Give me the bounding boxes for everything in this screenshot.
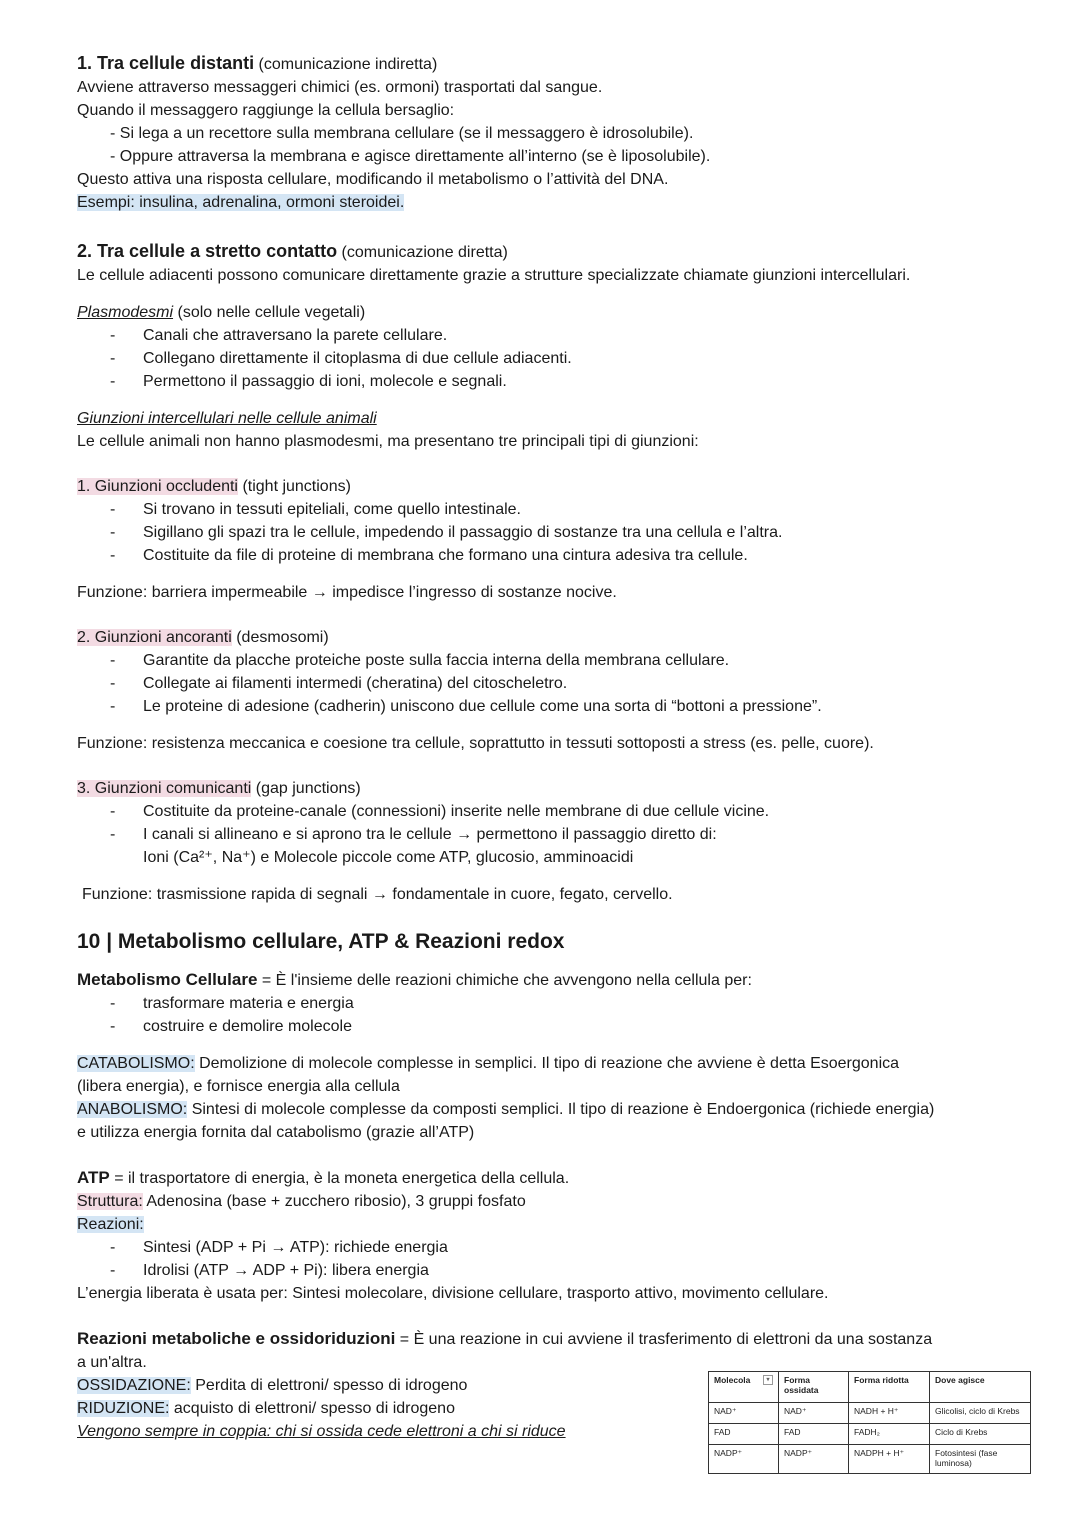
list-item: - trasformare materia e energia [77, 992, 1037, 1015]
g3-list [77, 800, 1037, 846]
s1-line: Questo attiva una risposta cellulare, modificando il metabolismo o l’attività del DNA. [77, 171, 669, 188]
table-header-cell: Dove agisce [930, 1372, 1031, 1403]
list-item: - Costituite da file di proteine di membrana che formano una cintura adesiva tra cellule. [77, 544, 1037, 567]
table-cell: Ciclo di Krebs [930, 1424, 1031, 1445]
section-1-heading: 1. Tra cellule distanti (comunicazione indiretta) [77, 53, 438, 73]
table-cell: FAD [709, 1424, 779, 1445]
table-cell: FADH₂ [849, 1424, 930, 1445]
s1-line: - Si lega a un recettore sulla membrana cellulare (se il messaggero è idrosolubile). [110, 125, 694, 142]
redox-molecules-table [708, 1371, 1031, 1474]
table-row [709, 1403, 1031, 1424]
list-item: - Costituite da proteine-canale (connessioni) inserite nelle membrane di due cellule vicine. [77, 800, 1037, 823]
atp-def: ATP = il trasportatore di energia, è la moneta energetica della cellula. [77, 1168, 570, 1187]
list-item: - Collegano direttamente il citoplasma di due cellule adiacenti. [77, 347, 1037, 370]
table-cell: NADPH + H⁺ [849, 1445, 930, 1474]
g2-function: Funzione: resistenza meccanica e coesione tra cellule, soprattutto in tessuti sottoposti a stress (es. pelle, cuore). [77, 735, 874, 752]
struttura-def: Struttura: Adenosina (base + zucchero ribosio), 3 gruppi fosfato [77, 1193, 526, 1210]
plasmodesmi-heading: Plasmodesmi (solo nelle cellule vegetali) [77, 304, 366, 321]
reazioni-heading: Reazioni: [77, 1216, 144, 1233]
s1-line: - Oppure attraversa la membrana e agisce direttamente all’interno (se è liposolubile). [110, 148, 711, 165]
document-page [77, 52, 1037, 1443]
g2-heading: 2. Giunzioni ancoranti (desmosomi) [77, 629, 329, 646]
list-item: - Canali che attraversano la parete cellulare. [77, 324, 1037, 347]
table-cell: NAD⁺ [779, 1403, 849, 1424]
g1-list [77, 498, 1037, 567]
table-cell: Glicolisi, ciclo di Krebs [930, 1403, 1031, 1424]
list-item: - costruire e demolire molecole [77, 1015, 1037, 1038]
ossidazione-def: OSSIDAZIONE: Perdita di elettroni/ spesso di idrogeno [77, 1377, 468, 1394]
plasmodesmi-list [77, 324, 1037, 393]
table-cell: NAD⁺ [709, 1403, 779, 1424]
s2-intro: Le cellule adiacenti possono comunicare direttamente grazie a strutture specializzate chiamate giunzioni intercellulari. [77, 267, 911, 284]
pair-note: Vengono sempre in coppia: chi si ossida cede elettroni a chi si riduce [77, 1423, 566, 1440]
list-item: - I canali si allineano e si aprono tra le cellule → permettono il passaggio diretto di: [77, 823, 1037, 846]
anabolismo-def: ANABOLISMO: Sintesi di molecole complesse da composti semplici. Il tipo di reazione è Endoergonica (richiede energia) [77, 1101, 935, 1118]
anabolismo-def-cont: e utilizza energia fornita dal catabolismo (grazie all’ATP) [77, 1124, 475, 1141]
section-10-title: 10 | Metabolismo cellulare, ATP & Reazioni redox [77, 930, 565, 953]
table-cell: NADP⁺ [709, 1445, 779, 1474]
g3-function: Funzione: trasmissione rapida di segnali → fondamentale in cuore, fegato, cervello. [82, 886, 673, 903]
g1-heading: 1. Giunzioni occludenti (tight junctions) [77, 478, 351, 495]
g3-sub: Ioni (Ca²⁺, Na⁺) e Molecole piccole come ATP, glucosio, amminoacidi [143, 849, 634, 866]
list-item: - Le proteine di adesione (cadherin) uniscono due cellule come una sorta di “bottoni a pressione”. [77, 695, 1037, 718]
reazioni-list [77, 1236, 1037, 1282]
table-row [709, 1445, 1031, 1474]
list-item: - Garantite da placche proteiche poste sulla faccia interna della membrana cellulare. [77, 649, 1037, 672]
list-item: - Sintesi (ADP + Pi → ATP): richiede energia [77, 1236, 1037, 1259]
giunzioni-intro: Le cellule animali non hanno plasmodesmi, ma presentano tre principali tipi di giunzioni: [77, 433, 699, 450]
list-item: - Permettono il passaggio di ioni, molecole e segnali. [77, 370, 1037, 393]
table-cell: NADH + H⁺ [849, 1403, 930, 1424]
redox-def-cont: a un'altra. [77, 1354, 147, 1371]
list-item: - Collegate ai filamenti intermedi (cheratina) del citoscheletro. [77, 672, 1037, 695]
table-row [709, 1424, 1031, 1445]
table-header-cell: Molecola ▾ [709, 1372, 779, 1403]
s1-line: Quando il messaggero raggiunge la cellula bersaglio: [77, 102, 455, 119]
metabolismo-def: Metabolismo Cellulare = È l'insieme delle reazioni chimiche che avvengono nella cellula per: [77, 970, 752, 989]
list-item: - Si trovano in tessuti epiteliali, come quello intestinale. [77, 498, 1037, 521]
g1-function: Funzione: barriera impermeabile → impedisce l’ingresso di sostanze nocive. [77, 584, 617, 601]
s1-line: Avviene attraverso messaggeri chimici (es. ormoni) trasportati dal sangue. [77, 79, 603, 96]
catabolismo-def: CATABOLISMO: Demolizione di molecole complesse in semplici. Il tipo di reazione che avviene è detta Esoergonica [77, 1055, 900, 1072]
energy-use: L’energia liberata è usata per: Sintesi molecolare, divisione cellulare, trasporto attivo, movimento cellulare. [77, 1285, 829, 1302]
s1-examples: Esempi: insulina, adrenalina, ormoni steroidei. [77, 194, 405, 211]
filter-icon[interactable]: ▾ [763, 1375, 773, 1385]
section-2-heading: 2. Tra cellule a stretto contatto (comunicazione diretta) [77, 241, 508, 261]
g2-list [77, 649, 1037, 718]
table-cell: NADP⁺ [779, 1445, 849, 1474]
g3-heading: 3. Giunzioni comunicanti (gap junctions) [77, 780, 361, 797]
giunzioni-heading: Giunzioni intercellulari nelle cellule animali [77, 410, 377, 427]
redox-def: Reazioni metaboliche e ossidoriduzioni = È una reazione in cui avviene il trasferimento di elettroni da una sostanza [77, 1329, 933, 1348]
table-cell: Fotosintesi (fase luminosa) [930, 1445, 1031, 1474]
table-header-row [709, 1372, 1031, 1403]
table-header-cell: Forma ridotta [849, 1372, 930, 1403]
table-cell: FAD [779, 1424, 849, 1445]
catabolismo-def-cont: (libera energia), e fornisce energia alla cellula [77, 1078, 400, 1095]
table-header-cell: Forma ossidata [779, 1372, 849, 1403]
list-item: - Idrolisi (ATP → ADP + Pi): libera energia [77, 1259, 1037, 1282]
metabolismo-list [77, 992, 1037, 1038]
riduzione-def: RIDUZIONE: acquisto di elettroni/ spesso di idrogeno [77, 1400, 455, 1417]
list-item: - Sigillano gli spazi tra le cellule, impedendo il passaggio di sostanze tra una cellula e l’altra. [77, 521, 1037, 544]
